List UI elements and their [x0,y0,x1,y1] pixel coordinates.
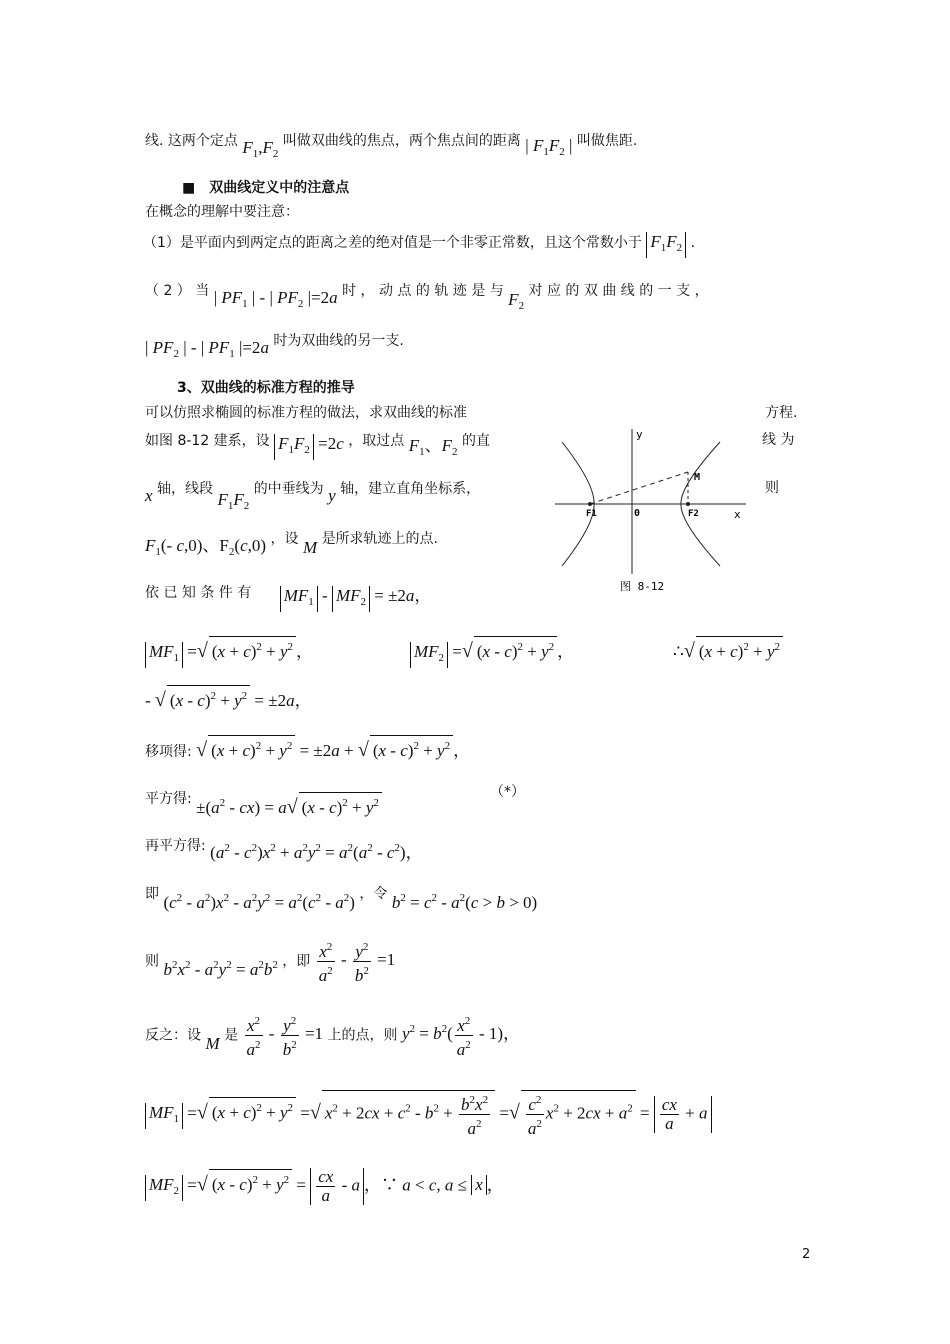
text-fragment: . [690,235,696,251]
text-fragment: 线 为 [762,432,795,448]
text-fragment: 则 [765,480,779,496]
text-fragment: 是 [224,1027,239,1044]
text-line-10: x 轴，线段 $F_1F_2$ 的中垂线为 y 轴，建立直角坐标系， 则 [145,480,779,512]
text-fragment: 时 ， 动 点 的 轨 迹 是 与 [342,283,504,299]
text-line-20: 反之：设 M 是 $\frac{x^2}{a^2}$ - $\frac{y^2}{b^2}$ =1 上的点，则 $y^2 = b^2$( $\frac{x^2}{a^2}$ - 1)， [145,1012,520,1059]
figure-caption: 图 8-12 [620,580,665,593]
dashed-mf1 [590,472,688,504]
x-axis-label: x [734,508,741,521]
text-line-16: 平方得: $\pm(a^2 - cx) = a√$ $(x - c)^2 + y^2$ （*） [145,784,525,818]
hyperbola-figure [550,424,760,604]
section-heading-1: ■ 双曲线定义中的注意点 [182,180,350,196]
math-line-14: - √ $(x - c)^2 + y^2 = \pm 2a$， [145,685,312,711]
text-line-17: 再平方得: $(a^2 - c^2)x^2 + a^2y^2 = a^2(a^2 - c^2)$， [145,838,423,862]
text-line-9: 如图 8-12 建系，设 $F_1F_2 =2c$ ，取过点 $F_1$、$F_2$ 的直 线 为 [145,432,795,458]
text-line-11: $F_1(-$ c,0)、$F_2(c,0)$ ，设 M 是所求轨迹上的点. [145,531,439,558]
text-fragment: 轴，线段 [157,481,213,497]
text-fragment: 即 [145,886,159,902]
math-line-21: $MF_1$ =√ $(x + c)^2 + y^2$ =√ $x^2 + 2cx + c^2 - b^2$ + $\frac{b^2x^2}{a^2}$ =√ $\frac{c^2}{a^2}$ $x^2 + 2cx + a^2$ = $\frac{cx}{a}$ + a [145,1090,712,1138]
text-fragment: 则 [145,953,159,970]
page-number: 2 [802,1247,811,1262]
text-line-1: 线. 这两个定点 $F_1,F_2$ 叫做双曲线的焦点，两个焦点间的距离 | $F_1F_2$ | 叫做焦距. [145,133,638,160]
text-fragment: 方程. [765,405,798,421]
text-fragment: 是所求轨迹上的点. [321,531,439,547]
text-fragment: 的直 [461,433,490,449]
text-fragment: （1）是平面内到两定点的距离之差的绝对值是一个非零正常数，且这个常数小于 [143,235,642,251]
text-fragment: 上的点，则 [327,1027,398,1044]
text-line-8 [145,403,805,423]
text-fragment: 平方得: [145,791,192,807]
text-fragment: ，取过点 [348,433,405,449]
math-line-13: $MF_1$ =√ $(x + c)^2 + y^2$ ， $MF_2$ =√ $(x - c)^2 + y^2$ ， ∴√ $(x + c)^2 + y^2$ [145,636,805,668]
text-fragment: 如图 8-12 建系，设 [145,433,270,449]
text-fragment: 叫做双曲线的焦点，两个焦点间的距离 [282,133,521,149]
text-fragment: ，设 [270,531,299,547]
text-fragment: ，即 [282,953,311,970]
text-fragment: 轴，建立直角坐标系， [340,481,481,497]
focus-f2 [686,502,690,506]
focus-f1-label: F1 [586,509,597,519]
math-line-22: $MF_2$ =√ $(x - c)^2 + y^2$ = $\frac{cx}{a}$ - a ，∵ a < c, a ≤ x ， [145,1168,504,1205]
text-fragment: 移项得: [145,744,192,760]
focus-f2-label: F2 [688,509,699,519]
origin-label: 0 [634,508,641,519]
text-line-19: 则 $b^2x^2 - a^2y^2 = a^2b^2$ ，即 $\frac{x^2}{a^2}$ - $\frac{y^2}{b^2}$ =1 [145,938,395,985]
text-fragment: 依 已 知 条 件 有 [145,585,252,601]
text-fragment: 线. 这两个定点 [145,133,238,149]
section-heading-2: 3、双曲线的标准方程的推导 [177,380,355,396]
text-fragment: 可以仿照求椭圆的标准方程的做法，求双曲线的标准 [145,405,467,421]
text-line-3: 在概念的理解中要注意： [145,204,299,220]
text-fragment: 时为双曲线的另一支. [273,333,404,349]
text-fragment: ，令 [359,886,388,902]
text-line-12: 依 已 知 条 件 有 $MF_1 - MF_2 = \pm 2a$， [145,582,431,608]
text-line-4: （1）是平面内到两定点的距离之差的绝对值是一个非零正常数，且这个常数小于 $F_1F_2$ . [143,232,695,258]
text-fragment: （ 2 ） 当 [145,283,210,299]
text-fragment: 再平方得: [145,838,206,854]
text-line-18: 即 $(c^2 - a^2)x^2 - a^2y^2 = a^2(c^2 - a^2)$ ，令 $b^2 = c^2 - a^2(c > b > 0)$ [145,886,538,912]
text-fragment: 反之：设 [145,1027,201,1044]
text-fragment: 的中垂线为 [253,481,324,497]
text-fragment: （*） [490,784,525,800]
focus-f1 [588,502,592,506]
point-m-label: M [694,472,701,483]
y-axis-label: y [636,428,643,441]
text-line-15: 移项得: √ $(x + c)^2 + y^2 = \pm 2a$ + √ $(x - c)^2 + y^2$ ， [145,735,470,762]
text-fragment: 叫做焦距. [576,133,638,149]
text-line-6: | $PF_2$ | - | $PF_1$ |=2a 时为双曲线的另一支. [145,333,404,360]
text-line-5: （ 2 ） 当 | $PF_1$ | - | $PF_2$ |=2a 时 ， 动 点 的 轨 迹 是 与 $F_2$ 对 应 的 双 曲 线 的 一 支 ， [145,283,709,312]
text-fragment: 对 应 的 双 曲 线 的 一 支 ， [528,283,709,299]
